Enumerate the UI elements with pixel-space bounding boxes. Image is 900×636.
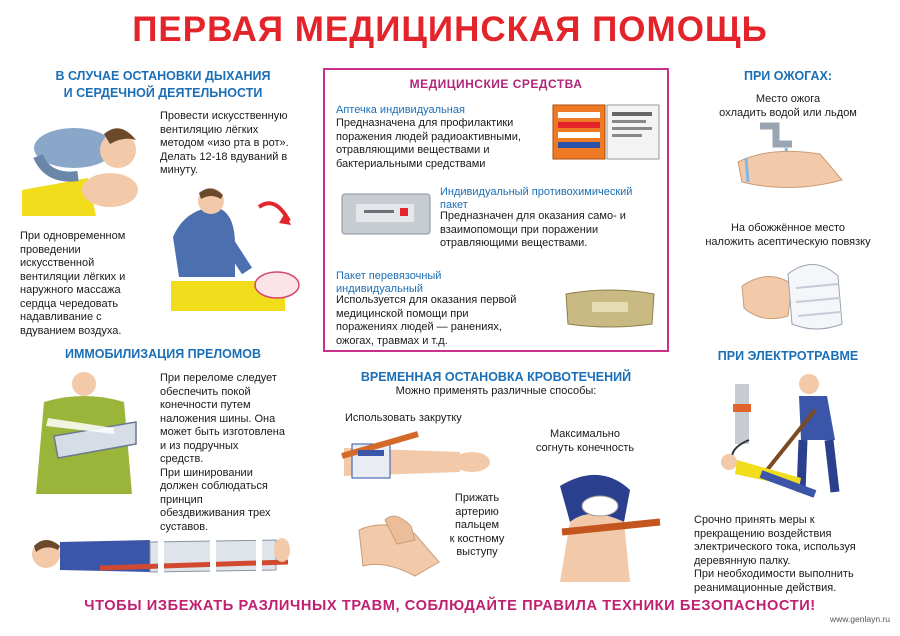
immobilization-text-line: и из подручных <box>160 439 239 452</box>
breathing-heading-line-2: И СЕРДЕЧНОЙ ДЕЯТЕЛЬНОСТИ <box>63 86 263 100</box>
press-artery-illustration <box>355 510 445 582</box>
cpr-illustration <box>165 185 310 315</box>
tourniquet-caption: Использовать закрутку <box>345 412 462 424</box>
bandage-title-line: индивидуальный <box>336 283 423 295</box>
site-link[interactable]: www.genlayn.ru <box>829 614 890 624</box>
kit-text-line: Предназначена для профилактики <box>336 117 514 129</box>
medical-heading: МЕДИЦИНСКИЕ СРЕДСТВА <box>409 77 583 91</box>
immobilization-text-line: обеспечить покой <box>160 385 251 398</box>
tourniquet-illustration <box>330 428 495 486</box>
kit-text-line: бактериальными средствами <box>336 157 486 170</box>
chem-text-line: Предназначен для оказания само- и <box>440 210 626 222</box>
breathing-text-2-line: сердца чередовать <box>20 297 119 310</box>
chem-text-line: взаимопомощи при поражении <box>440 223 599 236</box>
bend-caption <box>520 428 650 455</box>
immobilization-text-line: средств. <box>160 453 204 465</box>
immobilization-text-line: наложения шины. Она <box>160 412 276 425</box>
immobilization-text-line: конечности путем <box>160 399 251 411</box>
bandage-text-line: медицинской помощи при <box>336 307 469 320</box>
electro-heading: ПРИ ЭЛЕКТРОТРАВМЕ <box>717 349 859 363</box>
cooling-water-illustration <box>730 122 850 202</box>
burns-text-2-line: наложить асептическую повязку <box>705 235 871 248</box>
breathing-text-2-line: вентиляции лёгких и <box>20 270 126 283</box>
electro-text-line: Срочно принять меры к <box>694 514 815 526</box>
antichemical-packet-image <box>340 190 432 238</box>
burns-text-1-line: охладить водой или льдом <box>719 106 857 119</box>
bandage-text <box>336 294 546 348</box>
immobilization-heading: ИММОБИЛИЗАЦИЯ ПРЕЛОМОВ <box>64 347 261 361</box>
breathing-text-2-line: вдуванием воздуха. <box>20 324 122 337</box>
kit-text-line: поражения людей радиоактивными, <box>336 130 521 143</box>
immobilization-text <box>160 372 305 534</box>
burns-text-1-line: Место ожога <box>755 93 821 105</box>
breathing-text-1-line: методом «изо рта в рот». <box>160 137 289 149</box>
mouth-to-mouth-illustration <box>18 120 148 220</box>
breathing-heading <box>18 68 308 102</box>
chem-title-line: Индивидуальный противохимический <box>440 186 633 198</box>
immobilization-text-line: должен соблюдаться <box>160 480 268 492</box>
bandage-title-line: Пакет перевязочный <box>336 270 442 282</box>
press-caption-line: к костному <box>449 532 505 545</box>
bandage-text-line: Используется для оказания первой <box>336 294 517 306</box>
bend-caption-line: согнуть конечность <box>535 441 635 454</box>
immobilization-text-line: обездвиживания трех <box>160 507 271 519</box>
chem-text <box>440 210 662 251</box>
breathing-text-1-line: Делать 12-18 вдуваний в <box>160 150 288 163</box>
breathing-text-1-line: минуту. <box>160 164 198 176</box>
bent-leg-illustration <box>540 466 665 586</box>
breathing-text-1-line: вентиляцию лёгких <box>160 123 259 136</box>
immobilization-text-line: может быть изготовлена <box>160 426 285 438</box>
electro-text-line: При необходимости выполнить <box>694 568 854 580</box>
immobilization-text-line: суставов. <box>160 520 209 533</box>
press-caption-line: выступу <box>456 546 498 558</box>
bandage-text-line: поражениях людей — ранениях, <box>336 321 502 333</box>
electrotrauma-illustration <box>705 370 870 500</box>
burns-text-2-line: На обожжённое место <box>730 222 846 234</box>
immobilization-text-line: При шинировании <box>160 466 253 479</box>
breathing-text-2-line: наружного массажа <box>20 284 121 296</box>
press-caption-line: артерию <box>455 505 499 518</box>
chem-title <box>440 186 662 212</box>
breathing-text-2-line: При одновременном <box>20 230 126 242</box>
breathing-text-1-line: Провести искусственную <box>160 110 288 122</box>
burns-text-2 <box>688 222 888 249</box>
breathing-text-1 <box>160 110 300 178</box>
bandage-packet-image <box>562 286 658 330</box>
breathing-text-2-line: проведении <box>20 243 81 256</box>
safety-footer: ЧТОБЫ ИЗБЕЖАТЬ РАЗЛИЧНЫХ ТРАВМ, СОБЛЮДАЙТЕ ПРАВИЛА ТЕХНИКИ БЕЗОПАСНОСТИ! <box>84 598 816 614</box>
chem-text-line: отравляющими веществами. <box>440 237 588 249</box>
electro-text-line: деревянную палку. <box>694 554 791 567</box>
breathing-text-2-line: надавливание с <box>20 311 102 323</box>
immobilization-text-line: При переломе следует <box>160 372 277 384</box>
electro-text-line: электрического тока, используя <box>694 541 856 553</box>
arm-sling-illustration <box>24 372 144 497</box>
electro-text-line: прекращению воздействия <box>694 527 832 540</box>
chem-title-line: пакет <box>440 199 468 211</box>
bleeding-subheading: Можно применять различные способы: <box>395 385 597 397</box>
breathing-heading-line-1: В СЛУЧАЕ ОСТАНОВКИ ДЫХАНИЯ <box>55 69 271 83</box>
breathing-text-2 <box>20 230 160 338</box>
bandaged-hand-illustration <box>738 254 850 336</box>
kit-text-line: отравляющими веществами и <box>336 144 490 156</box>
first-aid-kit-image <box>552 104 660 160</box>
kit-text <box>336 117 546 171</box>
kit-title: Аптечка индивидуальная <box>336 104 465 116</box>
bend-caption-line: Максимально <box>549 428 620 440</box>
electro-text <box>694 514 894 595</box>
press-caption-line: Прижать <box>454 492 500 504</box>
immobilization-text-line: принцип <box>160 493 203 506</box>
press-caption <box>437 492 517 560</box>
leg-splint-illustration <box>30 528 292 586</box>
electro-text-line: реанимационные действия. <box>694 581 837 594</box>
bandage-title <box>336 270 536 296</box>
burns-text-1 <box>688 93 888 120</box>
burns-heading: ПРИ ОЖОГАХ: <box>743 69 833 83</box>
press-caption-line: пальцем <box>454 519 500 531</box>
bandage-text-line: ожогах, травмах и т.д. <box>336 334 448 347</box>
bleeding-heading: ВРЕМЕННАЯ ОСТАНОВКА КРОВОТЕЧЕНИЙ <box>360 370 632 384</box>
breathing-text-2-line: искусственной <box>20 257 95 269</box>
poster-title: ПЕРВАЯ МЕДИЦИНСКАЯ ПОМОЩЬ <box>132 10 768 49</box>
